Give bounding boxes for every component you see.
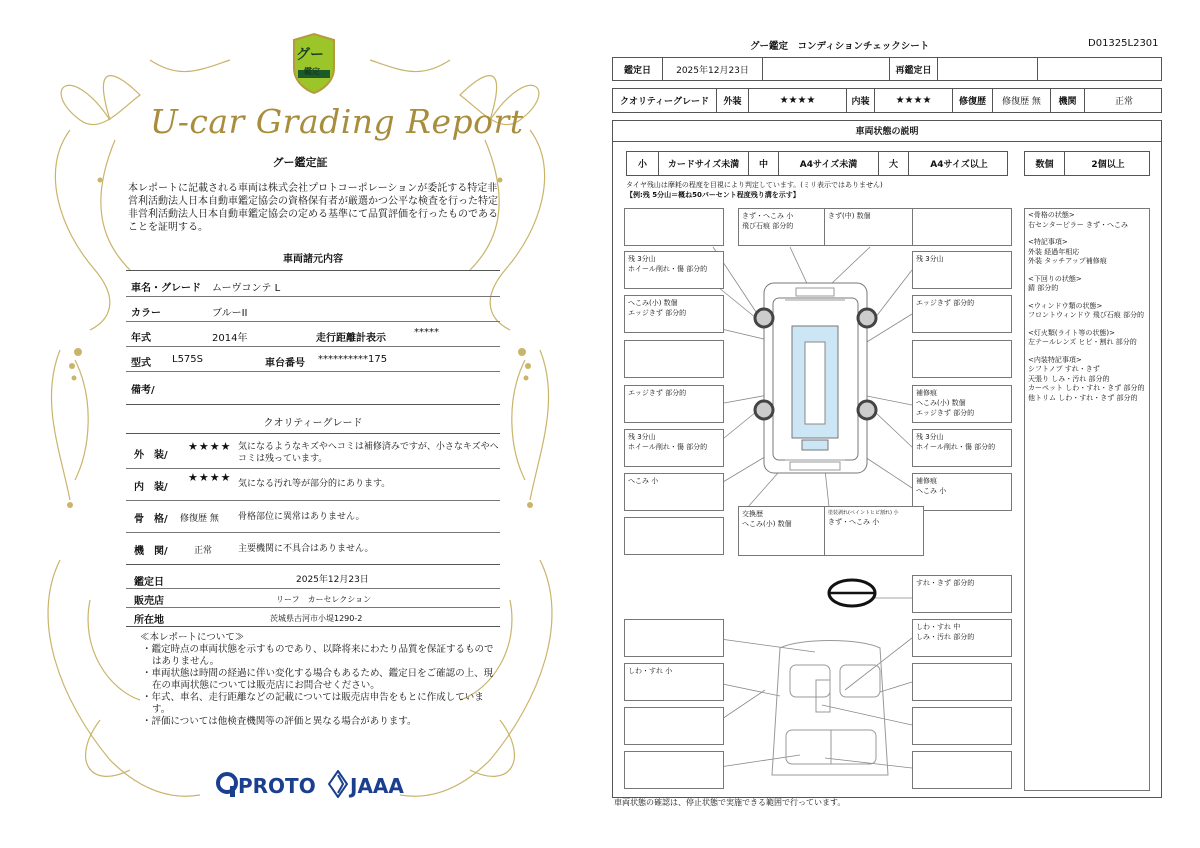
chassis-label: 車台番号 [265, 358, 305, 369]
condition-box-interior-front [912, 619, 1012, 657]
size-large-desc: A4サイズ以上 [930, 160, 988, 170]
exterior-label: 外 装/ [134, 450, 168, 461]
legend-line: 右センターピラー きず・へこみ [1028, 220, 1128, 229]
divider [126, 588, 500, 589]
condition-box-front-right-tire [912, 251, 1012, 289]
divider [126, 296, 500, 297]
badge-subtext: 鑑定 [304, 67, 320, 76]
address-label: 所在地 [134, 615, 164, 626]
condition-text: きず・へこみ 小 [828, 518, 880, 526]
count-desc: 2個以上 [1091, 160, 1125, 170]
note-item: ・年式、車名、走行距離などの記載については販売店申告をもとに作成しています。 [142, 692, 484, 715]
condition-box [624, 340, 724, 378]
divider [126, 607, 500, 608]
year-value: 2014年 [212, 333, 248, 344]
certificate-title: グー鑑定証 [272, 156, 328, 169]
condition-box-right-rear-quarter [912, 473, 1012, 511]
condition-box [624, 619, 724, 657]
legend-title: <ウィンドウ類の状態> [1028, 301, 1103, 310]
date-label: 鑑定日 [613, 58, 663, 80]
legend-title: <特記事項> [1028, 238, 1068, 246]
condition-text: へこみ(小) 数個 [916, 399, 966, 407]
color-label: カラー [131, 308, 161, 319]
condition-box-right-front-door [912, 295, 1012, 333]
condition-box [624, 517, 724, 555]
divider [126, 371, 500, 372]
condition-box [912, 208, 1012, 246]
condition-text: 交換歴 [742, 510, 763, 518]
footer-note: 車両状態の確認は、停止状態で実施できる範囲で行っています。 [614, 798, 846, 807]
dealer-value: リーフ カーセレクション [276, 595, 372, 604]
condition-text-small: 塗装剥れ(ペイントヒビ割れ) 小 [828, 510, 899, 516]
report-notes [140, 632, 500, 728]
chassis-value: **********175 [318, 354, 388, 365]
condition-box-front-left-tire [624, 251, 724, 289]
condition-box [624, 707, 724, 745]
divider [126, 433, 500, 434]
condition-text: しわ・すれ 中 [916, 623, 961, 631]
divider [126, 270, 500, 271]
condition-text: 残 3分山 [916, 433, 944, 441]
condition-check-sheet [600, 0, 1200, 848]
condition-box-left-front-door [624, 295, 724, 333]
size-mid-desc: A4サイズ未満 [779, 152, 879, 175]
redate-label: 再鑑定日 [890, 58, 938, 80]
interior-label: 内 装/ [134, 482, 168, 493]
remarks-label: 備考/ [131, 385, 155, 396]
condition-text: へこみ 小 [916, 487, 947, 495]
note-item: ・鑑定時点の車両状態を示すものであり、以降将来にわたり品質を保証するものではありません。 [142, 644, 494, 667]
legend-line: 天張り しみ・汚れ 部分的 [1028, 374, 1110, 383]
exterior-label: 外装 [717, 89, 749, 112]
condition-box [624, 208, 724, 246]
legend-line: 他トリム しわ・すれ・きず 部分的 [1028, 393, 1138, 402]
legend-line: カーペット しわ・すれ・きず 部分的 [1028, 384, 1145, 392]
condition-text: へこみ 小 [628, 477, 659, 485]
divider [126, 321, 500, 322]
condition-box [912, 340, 1012, 378]
condition-box-steering [912, 575, 1012, 613]
vehicle-name-label: 車名・グレード [131, 283, 201, 294]
interior-description: 気になる汚れ等が部分的にあります。 [238, 479, 391, 489]
condition-box-front-right [824, 208, 924, 246]
exterior-stars: ★★★★ [749, 89, 847, 112]
divider [126, 468, 500, 469]
condition-box-rear-left [738, 506, 838, 556]
condition-text: エッジきず 部分的 [916, 299, 975, 307]
condition-box-interior-left [624, 663, 724, 701]
repair-history-label: 修復歴 [953, 89, 993, 112]
specs-section-title: 車両諸元内容 [283, 254, 343, 265]
frame-label: 骨 格/ [134, 514, 168, 525]
size-small: 小 [627, 152, 659, 175]
badge-text: グー [296, 47, 324, 63]
condition-text: 飛び石痕 部分的 [742, 222, 794, 230]
condition-box-left-rear-door [624, 385, 724, 423]
year-label: 年式 [131, 333, 151, 344]
condition-text: ホイール削れ・傷 部分的 [628, 443, 708, 451]
dealer-label: 販売店 [134, 596, 164, 607]
divider [126, 404, 500, 405]
frame-description: 骨格部位に異常はありません。 [238, 512, 365, 522]
condition-box [912, 707, 1012, 745]
legend-line: 錆 部分的 [1028, 284, 1059, 292]
condition-box [624, 751, 724, 789]
legend-group-frame [1028, 211, 1146, 230]
jaaa-logo-text: JAAA [350, 774, 404, 798]
size-large: 大 [879, 152, 909, 175]
proto-logo-text: PROTO [238, 774, 316, 798]
address-value: 茨城県古河市小堤1290-2 [270, 614, 363, 623]
proto-logo-icon [216, 772, 238, 798]
condition-box-rear-left-tire [624, 429, 724, 467]
condition-box-left-rear-quarter [624, 473, 724, 511]
condition-text: 残 3分山 [628, 255, 656, 263]
condition-text: 補修痕 [916, 477, 937, 485]
condition-text: しみ・汚れ 部分的 [916, 633, 975, 641]
engine-label: 機 関/ [134, 546, 168, 557]
condition-text: へこみ(小) 数個 [742, 520, 792, 528]
special-notes-panel [1024, 208, 1150, 791]
divider [126, 564, 500, 565]
condition-text: ホイール削れ・傷 部分的 [916, 443, 996, 451]
condition-text: しわ・すれ 小 [628, 667, 673, 675]
appraisal-date-label: 鑑定日 [134, 577, 164, 588]
report-title: U-car Grading Report [150, 102, 524, 141]
jaaa-logo-icon [328, 770, 348, 798]
notes-title: ≪本レポートについて≫ [140, 632, 245, 643]
model-label: 型式 [131, 358, 151, 369]
condition-text: エッジきず 部分的 [628, 389, 687, 397]
condition-box-front-left [738, 208, 838, 246]
legend-line: 外装 タッチアップ補修痕 [1028, 257, 1107, 265]
repair-history-value: 修復歴 無 [993, 89, 1051, 112]
divider [126, 346, 500, 347]
mileage-label: 走行距離計表示 [316, 333, 386, 344]
condition-text: エッジきず 部分的 [916, 409, 975, 417]
condition-box-rear-right [824, 506, 924, 556]
engine-label: 機関 [1051, 89, 1085, 112]
legend-title: <下回りの状態> [1028, 274, 1082, 283]
color-value: ブルーII [212, 308, 248, 319]
condition-text: きず(中) 数個 [828, 212, 871, 220]
vehicle-name-value: ムーヴコンテ L [212, 283, 281, 294]
condition-text: エッジきず 部分的 [628, 309, 687, 317]
interior-label: 内装 [847, 89, 875, 112]
mileage-value: ***** [414, 327, 439, 338]
condition-box [912, 663, 1012, 701]
document-id: D01325L2301 [1088, 38, 1159, 49]
divider [126, 532, 500, 533]
engine-value: 正常 [1114, 97, 1133, 107]
frame-value: 修復歴 無 [180, 514, 219, 524]
condition-text: すれ・きず 部分的 [916, 579, 975, 587]
appraisal-date-value: 2025年12月23日 [296, 575, 369, 585]
condition-text: きず・へこみ 小 [742, 212, 794, 220]
condition-box-rear-right-tire [912, 429, 1012, 467]
grade-label: クオリティーグレード [613, 89, 717, 112]
interior-stars: ★★★★ [875, 89, 953, 112]
legend-title: <骨格の状態> [1028, 211, 1075, 219]
legend-line: シフトノブ すれ・きず [1028, 365, 1100, 373]
tire-note-example: 【例:残 5分山＝概ね50パーセント程度残り溝を示す】 [626, 191, 800, 199]
condition-text: 補修痕 [916, 389, 937, 397]
condition-text: ホイール削れ・傷 部分的 [628, 265, 708, 273]
engine-value: 正常 [194, 546, 213, 556]
legend-group-windows [1028, 302, 1146, 321]
count-label: 数個 [1025, 152, 1065, 175]
condition-text: 残 3分山 [628, 433, 656, 441]
model-value: L575S [172, 354, 204, 365]
divider [126, 500, 500, 501]
note-item: ・車両状態は時間の経過に伴い変化する場合もあるため、鑑定日をご確認の上、現在の車両状態については販売店にお問合せください。 [142, 668, 494, 691]
certificate-statement: 本レポートに記載される車両は株式会社プロトコーポレーションが委託する特定非営利活動法人日本自動車鑑定協会の資格保有者が厳選かつ公平な検査を行った特定非営利活動法人日本自動車鑑定協会の定める基準にて品質評価を行ったものであることを証明する。 [128, 183, 498, 233]
condition-box [912, 751, 1012, 789]
legend-line: 左テールレンズ ヒビ・割れ 部分的 [1028, 338, 1137, 346]
exterior-stars: ★★★★ [188, 440, 232, 453]
size-mid: 中 [749, 152, 779, 175]
note-item: ・評価については他検査機関等の評価と異なる場合があります。 [142, 716, 417, 727]
sheet-title: グー鑑定 コンディションチェックシート [750, 41, 930, 52]
engine-description: 主要機関に不具合はありません。 [238, 544, 374, 554]
condition-text: へこみ(小) 数個 [628, 299, 678, 307]
tire-note: タイヤ残山は摩耗の程度を目視により判定しています。(ミリ表示ではありません) [626, 181, 883, 189]
legend-title: <内装特記事項> [1028, 355, 1082, 364]
exterior-description: 気になるようなキズやヘコミは補修済みですが、小さなキズやヘコミは残っています。 [238, 442, 499, 464]
quality-grade-title: クオリティーグレード [263, 418, 363, 429]
condition-box-right-rear-door [912, 385, 1012, 423]
legend-title: <灯火類(ライト等の状態)> [1028, 328, 1115, 337]
size-small-desc: カードサイズ未満 [659, 152, 749, 175]
legend-line: 外装 経過年相応 [1028, 247, 1080, 256]
divider [126, 626, 500, 627]
legend-group-special [1028, 238, 1146, 267]
interior-stars: ★★★★ [188, 471, 232, 484]
legend-group-lights [1028, 329, 1146, 348]
condition-title: 車両状態の説明 [612, 120, 1162, 142]
legend-group-interior [1028, 356, 1146, 404]
legend-group-underbody [1028, 275, 1146, 294]
date-value: 2025年12月23日 [663, 58, 763, 80]
condition-text: 残 3分山 [916, 255, 944, 263]
legend-line: フロントウィンドウ 飛び石痕 部分的 [1028, 311, 1145, 319]
